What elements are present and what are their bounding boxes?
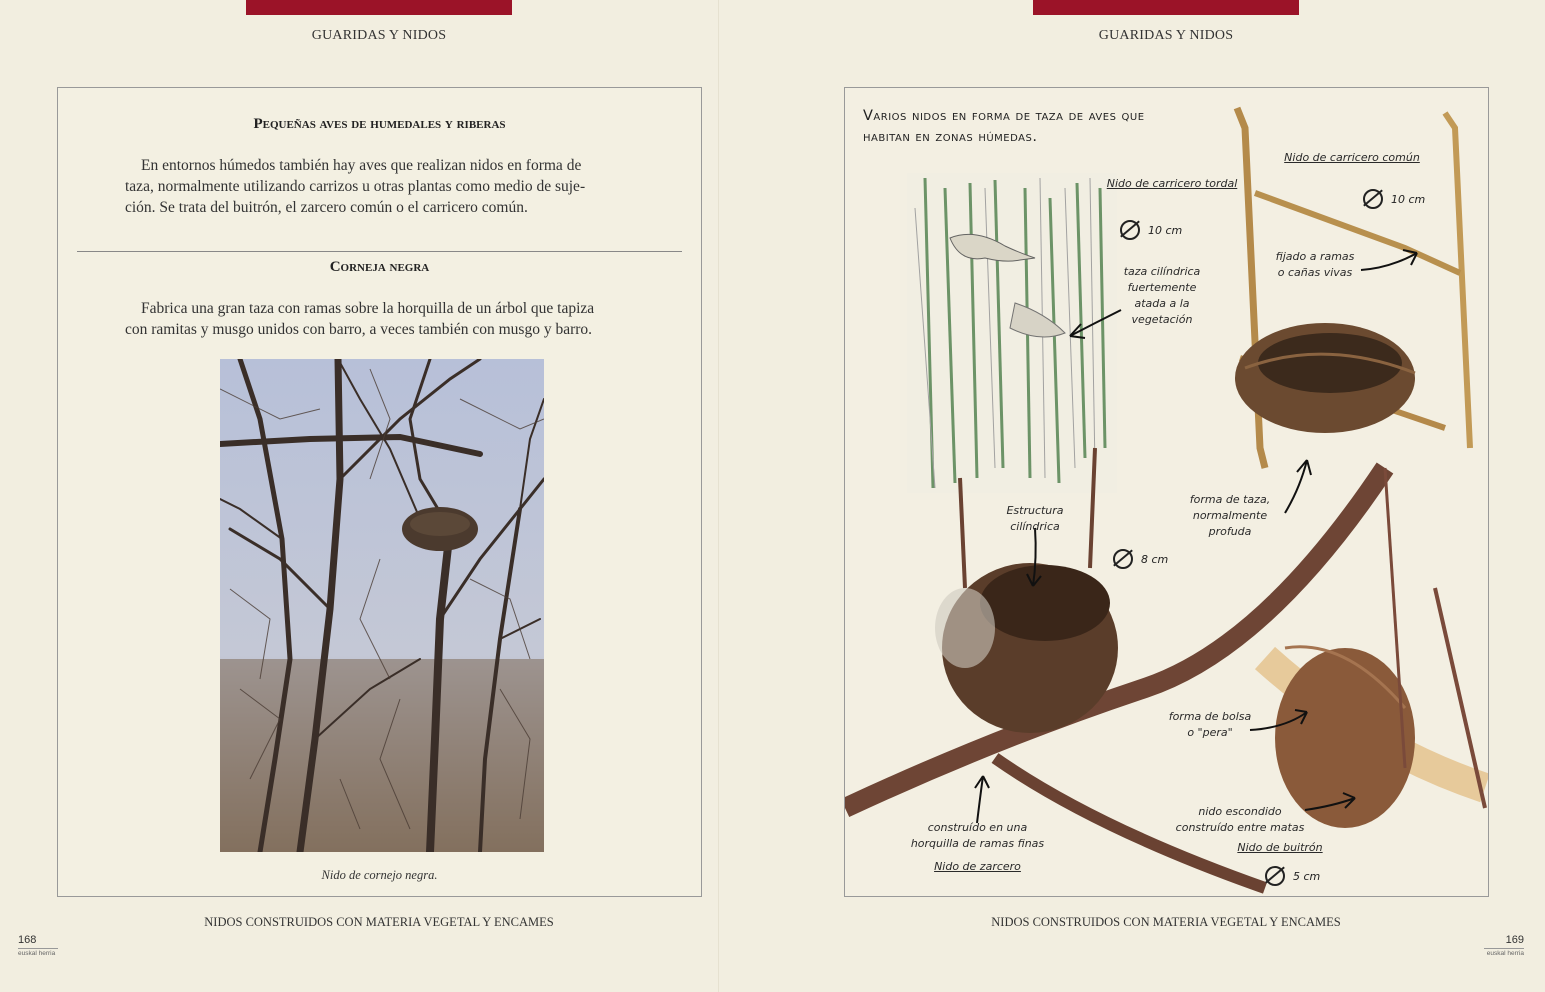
paragraph-line: con ramitas y musgo unidos con barro, a veces también con musgo y barro. <box>125 321 593 338</box>
paragraph-line: taza, normalmente utilizando carrizos u otras plantas como medio de suje- <box>125 178 586 195</box>
publisher-name: euskal herria <box>18 950 56 957</box>
page-number-rule <box>18 948 58 949</box>
section-paragraph-humedales <box>125 155 633 218</box>
photo-caption: Nido de cornejo negra. <box>321 868 438 882</box>
label-buitron-desc <box>1160 804 1320 836</box>
label-line: profuda <box>1208 525 1252 538</box>
paragraph-line: En entornos húmedos también hay aves que realizan nidos en forma de <box>141 157 582 174</box>
publisher-name: euskal herria <box>1486 950 1524 957</box>
size-zarcero <box>1113 549 1168 569</box>
label-carricero-tordal: Nido de carricero tordal <box>1106 177 1238 190</box>
section-divider <box>77 251 682 252</box>
running-head-right: GUARIDAS Y NIDOS <box>1098 28 1234 43</box>
page-number-right <box>1484 934 1524 957</box>
reed-sketch <box>907 173 1117 493</box>
label-line: construído en una <box>927 821 1028 834</box>
page-number-left <box>18 934 58 957</box>
label-bolsa <box>1145 709 1275 741</box>
label-carricero-comun: Nido de carricero común <box>1284 151 1420 164</box>
label-line: vegetación <box>1131 313 1193 326</box>
size-value: 10 cm <box>1148 223 1183 237</box>
illustration-title-line: Varios nidos en forma de taza de aves que <box>863 108 1145 124</box>
label-line: Estructura <box>1006 504 1064 517</box>
size-value: 8 cm <box>1141 552 1169 566</box>
label-zarcero: Nido de zarcero <box>934 860 1021 873</box>
diameter-icon <box>1363 189 1383 209</box>
label-estructura <box>985 503 1085 535</box>
diameter-icon <box>1113 549 1133 569</box>
label-line: horquilla de ramas finas <box>910 837 1045 850</box>
label-comun-fix <box>1260 249 1370 281</box>
nests-illustration <box>845 88 1488 896</box>
left-content-box <box>57 87 702 897</box>
label-buitron: Nido de buitrón <box>1237 841 1323 854</box>
label-tordal-desc <box>1107 264 1217 328</box>
paragraph-line: Fabrica una gran taza con ramas sobre la horquilla de un árbol que tapiza <box>141 300 595 317</box>
label-line: o cañas vivas <box>1277 266 1353 279</box>
label-comun-shape <box>1175 492 1285 540</box>
footer-left: NIDOS CONSTRUIDOS CON MATERIA VEGETAL Y ENCAMES <box>204 915 554 929</box>
chapter-tab-right <box>1033 0 1299 15</box>
buitron-nest <box>1265 468 1485 828</box>
size-value: 5 cm <box>1293 869 1321 883</box>
illustration-title <box>863 106 1243 148</box>
label-line: normalmente <box>1192 509 1268 522</box>
illustration-title-line: habitan en zonas húmedas. <box>863 129 1038 145</box>
label-line: o "pera" <box>1187 726 1233 739</box>
running-head-left: GUARIDAS Y NIDOS <box>311 28 447 43</box>
size-buitron <box>1265 866 1320 886</box>
nests-illustration-panel <box>844 87 1489 897</box>
corneja-nest-photo <box>220 359 544 852</box>
label-line: forma de taza, <box>1189 493 1271 506</box>
chapter-tab-left <box>246 0 512 15</box>
label-line: nido escondido <box>1198 805 1282 818</box>
page-spine <box>718 0 719 992</box>
section-paragraph-corneja <box>125 298 633 340</box>
label-zarcero-desc <box>890 820 1065 852</box>
size-comun <box>1363 189 1425 209</box>
page-number: 169 <box>1505 934 1524 946</box>
diameter-icon <box>1265 866 1285 886</box>
section-title-corneja: Corneja negra <box>329 259 430 275</box>
section-title-humedales: Pequeñas aves de humedales y riberas <box>253 116 506 132</box>
label-line: cilíndrica <box>1010 520 1060 533</box>
label-line: fijado a ramas <box>1275 250 1355 263</box>
size-tordal <box>1120 220 1182 240</box>
footer-right: NIDOS CONSTRUIDOS CON MATERIA VEGETAL Y ENCAMES <box>991 915 1341 929</box>
label-line: fuertemente <box>1127 281 1197 294</box>
label-line: taza cilíndrica <box>1123 265 1201 278</box>
page-number-rule <box>1484 948 1524 949</box>
label-line: forma de bolsa <box>1168 710 1252 723</box>
size-value: 10 cm <box>1391 192 1426 206</box>
label-line: atada a la <box>1134 297 1190 310</box>
label-line: construído entre matas <box>1175 821 1305 834</box>
page-number: 168 <box>18 934 37 946</box>
diameter-icon <box>1120 220 1140 240</box>
paragraph-line: ción. Se trata del buitrón, el zarcero común o el carricero común. <box>125 199 528 216</box>
